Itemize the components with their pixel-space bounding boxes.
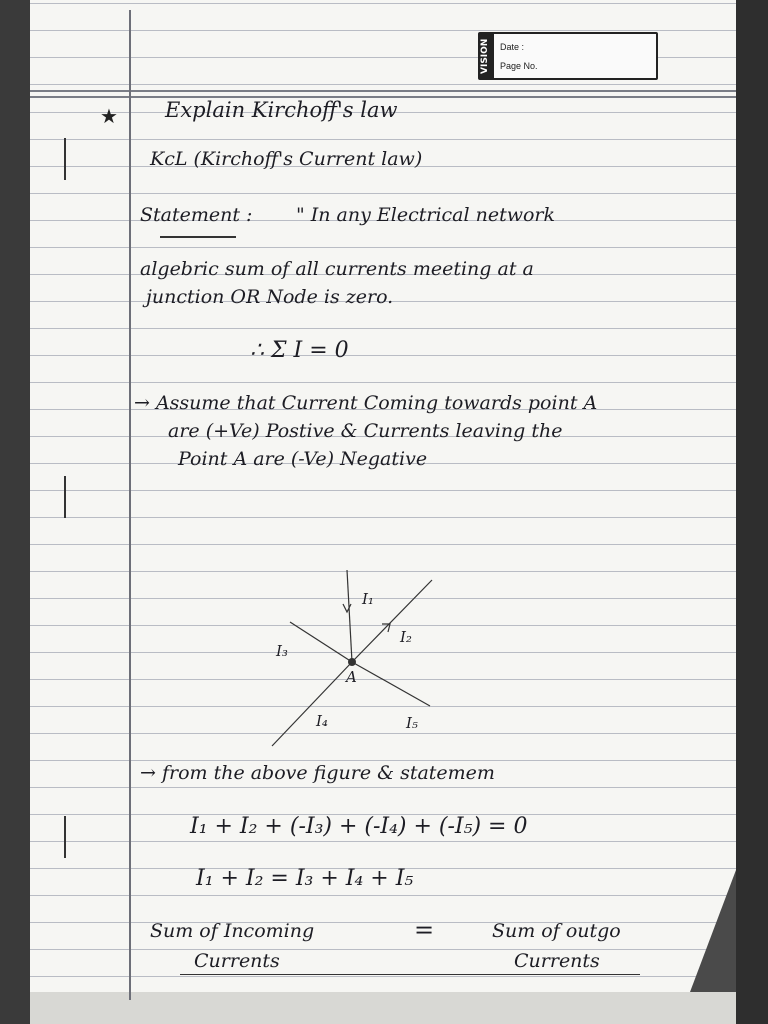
statement-line-2: algebric sum of all currents meeting at a [140,258,534,280]
header-rule [30,90,736,92]
equation-2: I₁ + I₂ = I₃ + I₄ + I₅ [196,866,414,891]
margin-bracket [64,816,66,858]
background-edge [736,0,768,1024]
label-i2: I₂ [400,628,412,646]
currents-left: Currents [194,950,280,972]
margin-bracket [64,138,66,180]
equation-1: I₁ + I₂ + (-I₃) + (-I₄) + (-I₅) = 0 [190,814,528,839]
kcl-heading: KcL (Kirchoff's Current law) [150,148,423,170]
assume-line-2: are (+Ve) Postive & Currents leaving the [168,420,563,442]
page-bottom-edge [30,992,736,1024]
label-i5: I₅ [406,714,418,732]
sum-incoming: Sum of Incoming [150,920,315,942]
star-icon: ★ [100,104,118,128]
label-i1: I₁ [362,590,374,608]
currents-right: Currents [514,950,600,972]
kcl-formula: ∴ Σ I = 0 [250,338,349,363]
sum-outgoing: Sum of outgo [492,920,621,942]
branch-i5 [352,662,430,706]
branch-i3 [290,622,352,662]
statement-label: Statement : [140,204,253,226]
from-line: → from the above figure & statemem [140,762,495,784]
label-i3: I₃ [276,642,288,660]
node-point [348,658,356,666]
equals-sign: = [414,916,435,944]
margin-line [129,10,131,1000]
final-underline [180,974,640,975]
assume-line-1: → Assume that Current Coming towards point A [134,392,598,414]
branch-i1 [347,570,352,662]
statement-line-3: junction OR Node is zero. [146,286,394,308]
page-number-label: Page No. [500,61,538,71]
brand-logo: VISION [480,34,494,78]
node-diagram [250,560,450,750]
date-label: Date : [500,42,525,52]
label-i4: I₄ [316,712,328,730]
assume-line-3: Point A are (-Ve) Negative [178,448,428,470]
branch-i4 [272,662,352,746]
label-node: A [346,668,357,686]
statement-underline [160,236,236,238]
title-line: Explain Kirchoff's law [165,98,398,122]
statement-text: " In any Electrical network [296,204,556,226]
date-page-box [478,32,658,80]
margin-bracket [64,476,66,518]
